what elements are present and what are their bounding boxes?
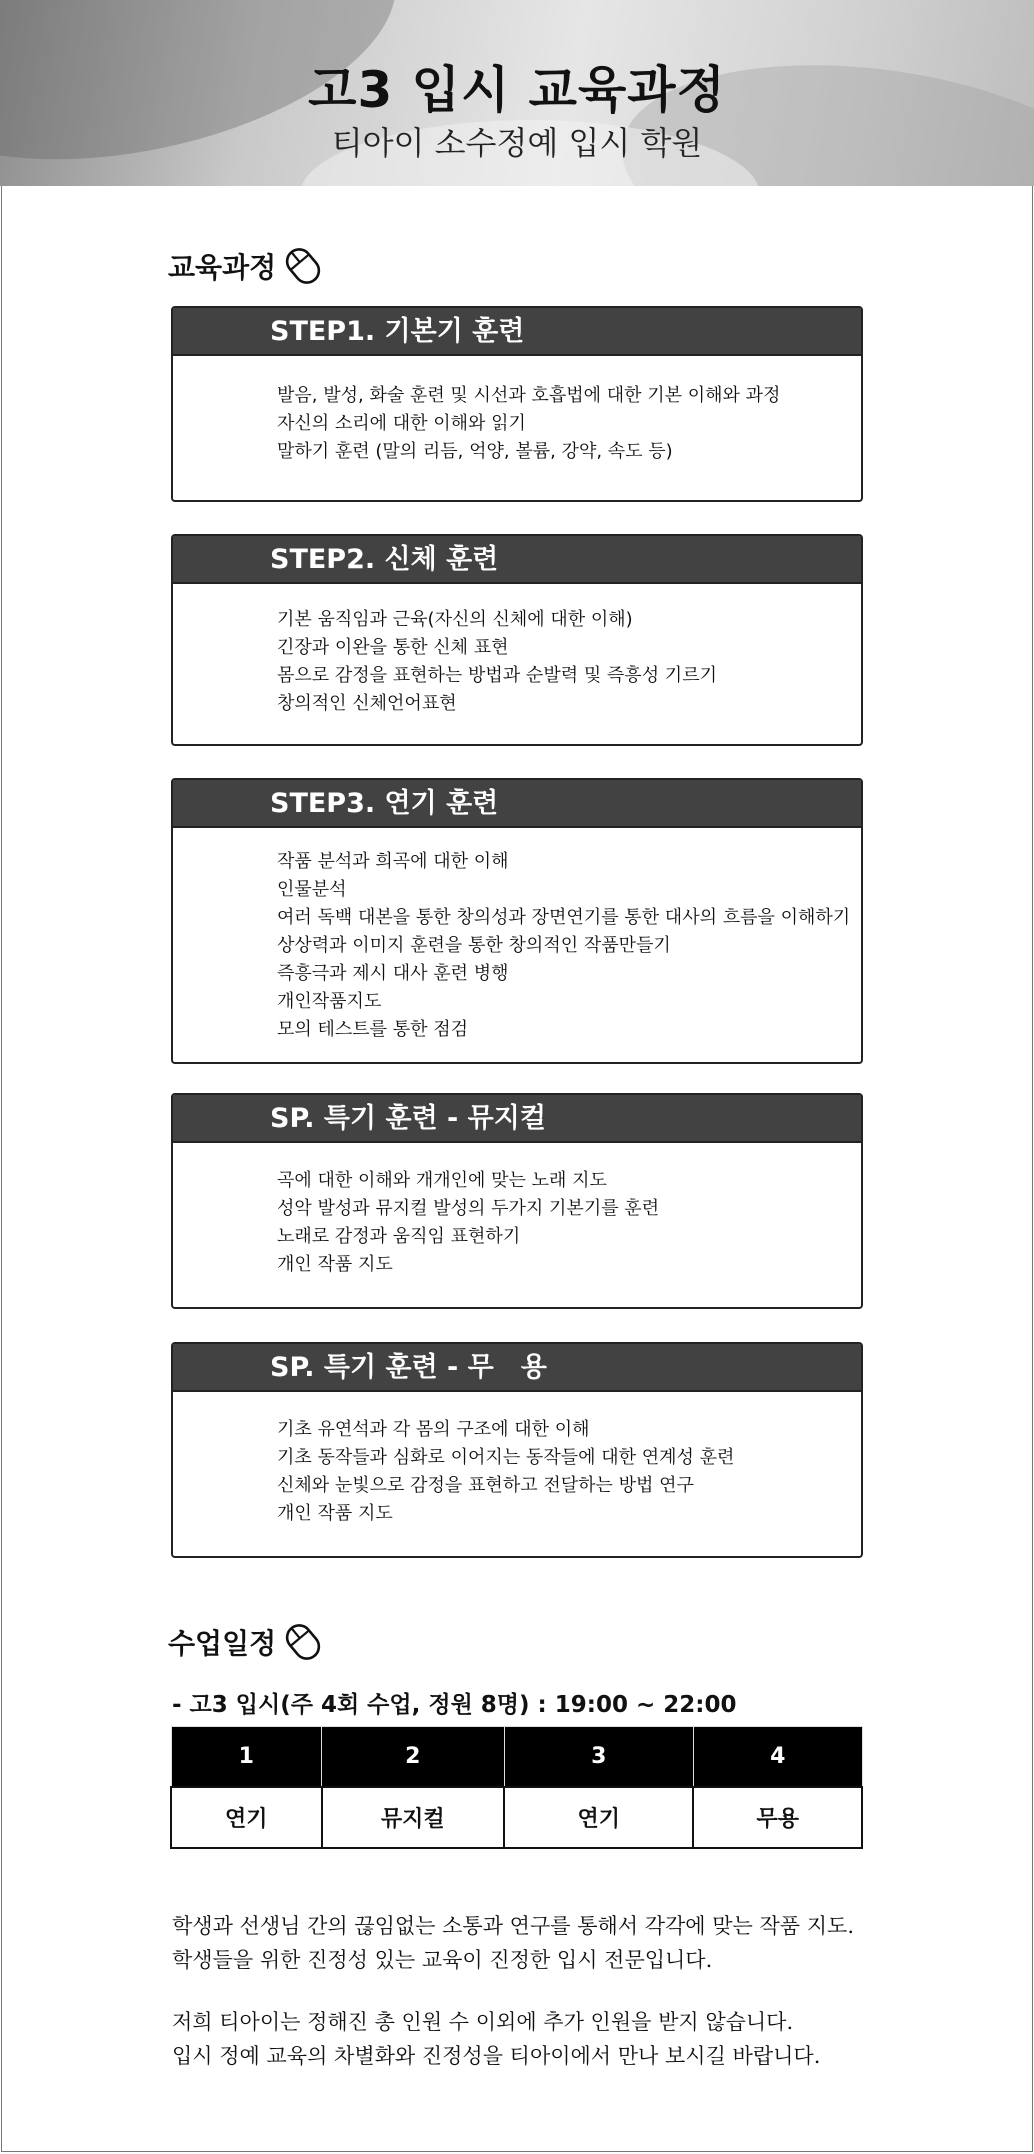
footer-line: 저희 티아이는 정해진 총 인원 수 이외에 추가 인원을 받지 않습니다. bbox=[172, 2010, 794, 2034]
card-title: SP. 특기 훈련 - 무 용 bbox=[173, 1344, 861, 1392]
table-row bbox=[171, 1787, 862, 1848]
curriculum-heading-text: 교육과정 bbox=[168, 251, 277, 284]
card-line: 신체와 눈빛으로 감정을 표현하고 전달하는 방법 연구 bbox=[277, 1475, 694, 1496]
page-title: 고3 입시 교육과정 bbox=[308, 61, 726, 119]
schedule-cell: 뮤지컬 bbox=[322, 1787, 504, 1848]
card-title: STEP3. 연기 훈련 bbox=[173, 780, 861, 828]
schedule-table bbox=[170, 1726, 863, 1849]
card-title: STEP2. 신체 훈련 bbox=[173, 536, 861, 584]
card-line: 작품 분석과 희곡에 대한 이해 bbox=[277, 851, 509, 872]
footer-line: 학생들을 위한 진정성 있는 교육이 진정한 입시 전문입니다. bbox=[172, 1948, 713, 1972]
schedule-column-header: 1 bbox=[171, 1727, 322, 1787]
card-line: 발음, 발성, 화술 훈련 및 시선과 호흡법에 대한 기본 이해와 과정 bbox=[277, 385, 781, 406]
card-line: 몸으로 감정을 표현하는 방법과 순발력 및 즉흥성 기르기 bbox=[277, 665, 717, 686]
mouse-icon bbox=[280, 1620, 326, 1664]
page-subtitle: 티아이 소수정예 입시 학원 bbox=[331, 124, 703, 162]
card-line: 자신의 소리에 대한 이해와 읽기 bbox=[277, 413, 526, 434]
footer-line: 학생과 선생님 간의 끊임없는 소통과 연구를 통해서 각각에 맞는 작품 지도. bbox=[172, 1914, 855, 1938]
schedule-cell: 무용 bbox=[693, 1787, 862, 1848]
schedule-summary: - 고3 입시(주 4회 수업, 정원 8명) : 19:00 ~ 22:00 bbox=[172, 1692, 737, 1718]
card-line: 노래로 감정과 움직임 표현하기 bbox=[277, 1226, 521, 1247]
schedule-header-row bbox=[171, 1727, 862, 1787]
card-title: SP. 특기 훈련 - 뮤지컬 bbox=[173, 1095, 861, 1143]
card-line: 창의적인 신체언어표현 bbox=[277, 693, 457, 714]
curriculum-card-dance bbox=[171, 1342, 863, 1558]
schedule-column-header: 3 bbox=[504, 1727, 693, 1787]
card-line: 개인 작품 지도 bbox=[277, 1254, 393, 1275]
card-line: 긴장과 이완을 통한 신체 표현 bbox=[277, 637, 509, 658]
footer-line: 입시 정예 교육의 차별화와 진정성을 티아이에서 만나 보시길 바랍니다. bbox=[172, 2044, 821, 2068]
card-line: 기본 움직임과 근육(자신의 신체에 대한 이해) bbox=[277, 609, 633, 630]
card-line: 개인 작품 지도 bbox=[277, 1503, 393, 1524]
card-line: 여러 독백 대본을 통한 창의성과 장면연기를 통한 대사의 흐름을 이해하기 bbox=[277, 907, 851, 928]
curriculum-card-step2 bbox=[171, 534, 863, 746]
schedule-column-header: 2 bbox=[322, 1727, 504, 1787]
schedule-cell: 연기 bbox=[171, 1787, 322, 1848]
schedule-column-header: 4 bbox=[693, 1727, 862, 1787]
schedule-heading bbox=[168, 1620, 326, 1664]
card-line: 곡에 대한 이해와 개개인에 맞는 노래 지도 bbox=[277, 1170, 607, 1191]
card-line: 상상력과 이미지 훈련을 통한 창의적인 작품만들기 bbox=[277, 935, 671, 956]
card-line: 말하기 훈련 (말의 리듬, 억양, 볼륨, 강약, 속도 등) bbox=[277, 441, 673, 462]
card-title: STEP1. 기본기 훈련 bbox=[173, 308, 861, 356]
hero-banner bbox=[0, 0, 1034, 186]
curriculum-heading bbox=[168, 244, 326, 288]
curriculum-card-step1 bbox=[171, 306, 863, 502]
card-line: 즉흥극과 제시 대사 훈련 병행 bbox=[277, 963, 509, 984]
schedule-cell: 연기 bbox=[504, 1787, 693, 1848]
mouse-icon bbox=[280, 244, 326, 288]
curriculum-card-step3 bbox=[171, 778, 863, 1064]
card-line: 모의 테스트를 통한 점검 bbox=[277, 1019, 469, 1040]
schedule-heading-text: 수업일정 bbox=[168, 1627, 277, 1660]
card-line: 개인작품지도 bbox=[277, 991, 382, 1012]
curriculum-card-musical bbox=[171, 1093, 863, 1309]
card-line: 인물분석 bbox=[277, 879, 347, 900]
card-line: 기초 유연석과 각 몸의 구조에 대한 이해 bbox=[277, 1419, 590, 1440]
card-line: 기초 동작들과 심화로 이어지는 동작들에 대한 연계성 훈련 bbox=[277, 1447, 735, 1468]
card-line: 성악 발성과 뮤지컬 발성의 두가지 기본기를 훈련 bbox=[277, 1198, 660, 1219]
